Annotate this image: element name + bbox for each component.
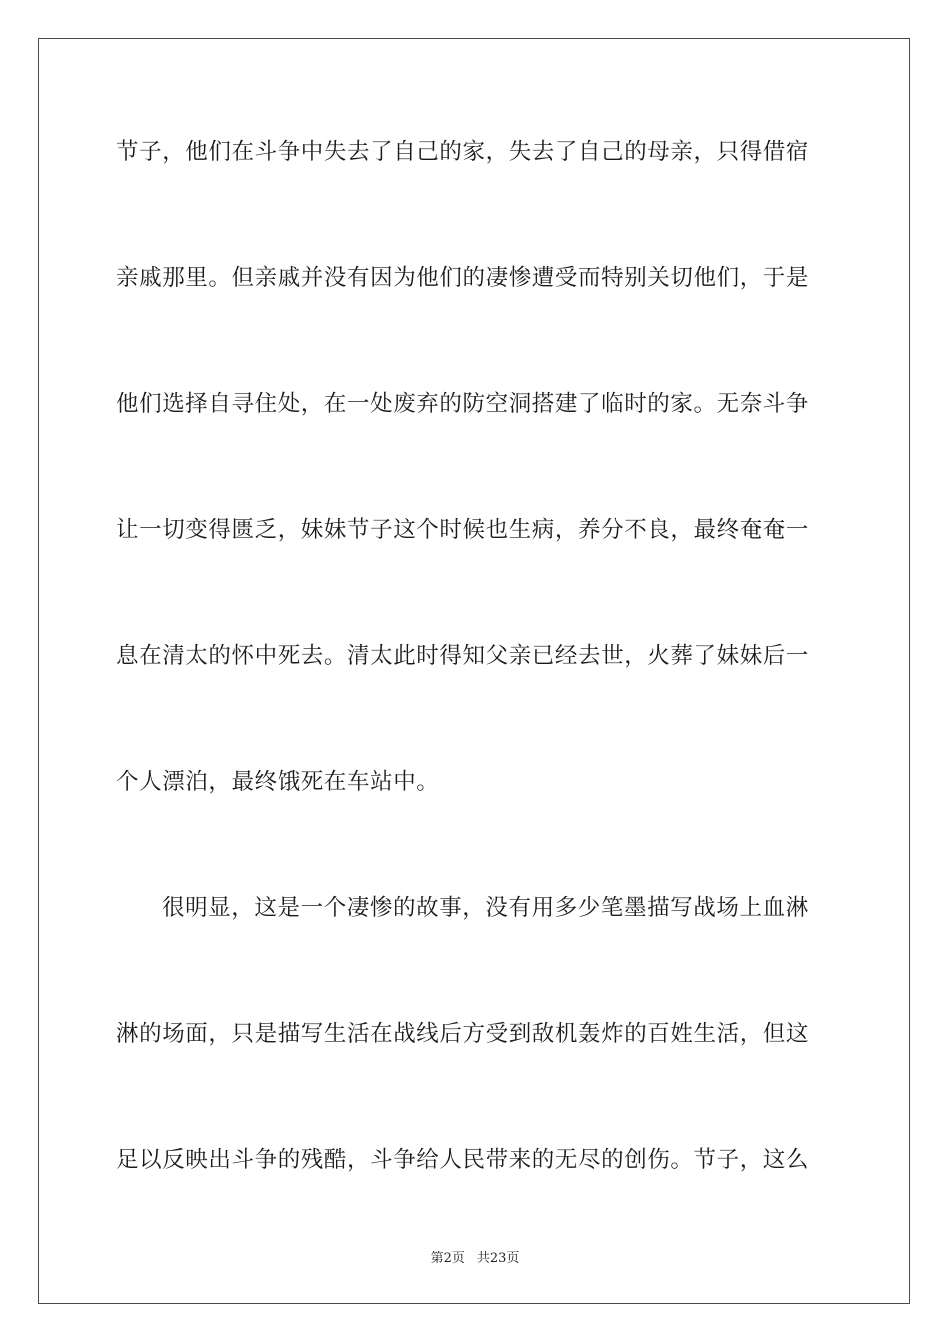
- text-line-8: 淋的场面，只是描写生活在战线后方受到敌机轰炸的百姓生活，但这: [116, 1021, 810, 1047]
- text-line-4: 让一切变得匮乏，妹妹节子这个时候也生病，养分不良，最终奄奄一: [116, 517, 810, 543]
- page-number-current: 第2页: [430, 1251, 465, 1266]
- text-line-1: 节子，他们在斗争中失去了自己的家，失去了自己的母亲，只得借宿: [116, 139, 810, 165]
- text-line-5: 息在清太的怀中死去。清太此时得知父亲已经去世，火葬了妹妹后一: [116, 643, 810, 669]
- text-line-6: 个人漂泊，最终饿死在车站中。: [116, 769, 440, 795]
- text-line-3: 他们选择自寻住处，在一处废弃的防空洞搭建了临时的家。无奈斗争: [116, 391, 810, 417]
- text-line-2: 亲戚那里。但亲戚并没有因为他们的凄惨遭受而特别关切他们，于是: [116, 265, 810, 291]
- page-footer: [0, 1247, 950, 1266]
- document-body: [116, 121, 836, 1255]
- page-number-total: 共23页: [476, 1251, 520, 1266]
- text-line-7: 很明显，这是一个凄惨的故事，没有用多少笔墨描写战场上血淋: [162, 895, 809, 921]
- text-line-9: 足以反映出斗争的残酷，斗争给人民带来的无尽的创伤。节子，这么: [116, 1147, 810, 1173]
